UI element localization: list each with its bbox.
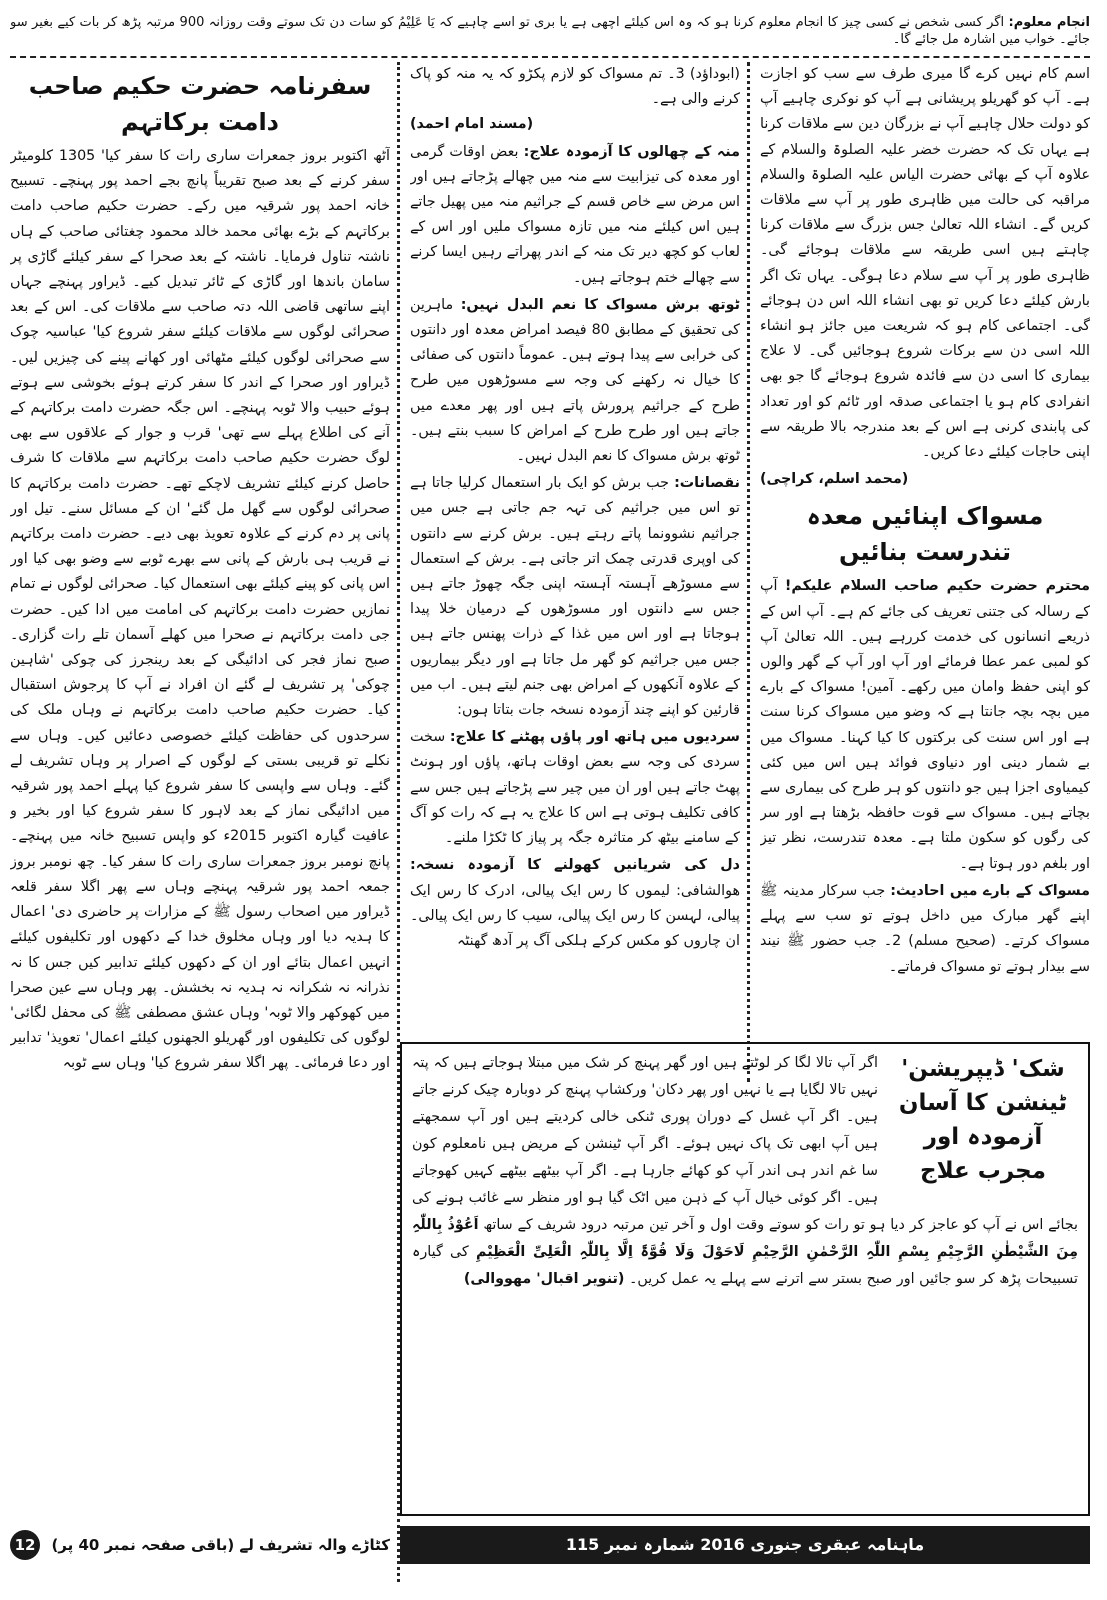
paragraph-text: ماہرین کی تحقیق کے مطابق 80 فیصد امراض معدہ اور دانتوں کی خرابی سے پیدا ہوتے ہیں۔ عموماً دانتوں کی صفائی کا خیال نہ رکھنے کی وجہ سے مسوڑھوں میں طرح طرح کے جراثیم پرورش پاتے ہیں اور پھر معدے میں جاتے ہیں اور طرح طرح کے امراض کا سبب بنتے ہیں۔ ٹوتھ برش مسواک کا نعم البدل نہیں۔ xyxy=(410,296,740,465)
paragraph-text: اگر آپ تالا لگا کر لوٹتے ہیں اور گھر پہنچ کر شک میں مبتلا ہوجاتے ہیں کہ پتہ نہیں تالا لگایا ہے یا نہیں اور پھر دکان' ورکشاپ پہنچ کر دوبارہ چیک کرنے جاتے ہیں۔ اگر آپ غسل کے دوران پوری ٹنکی خالی کردیتے ہیں اور آپ سمجھتے ہیں آپ ابھی تک پاک نہیں ہوئے۔ اگر آپ ٹینشن کے مریض ہیں نامعلوم کون سا غم اندر ہی اندر آپ کو کھائے جارہا ہے۔ اگر آپ بیٹھے بیٹھے کہیں کھوجاتے ہیں۔ اگر کوئی خیال آپ کے ذہن میں اٹک گیا ہو اور منظر سے غائب ہونے کی بجائے اس نے آپ کو عاجز کر دیا ہو تو رات کو سوتے وقت اول و آخر تین مرتبہ درود شریف کے ساتھ xyxy=(412,1055,1079,1233)
column-middle xyxy=(410,62,740,1092)
page-footer xyxy=(10,1526,390,1564)
paragraph xyxy=(410,62,740,138)
paragraph-text: ھوالشافی: لیموں کا رس ایک پیالی، ادرک کا رس ایک پیالی، لہسن کا رس ایک پیالی، سیب کا رس ایک پیالی۔ ان چاروں کو مکس کرکے ہلکی آگ پر آدھ گھنٹہ xyxy=(410,882,740,949)
top-note-label: انجام معلوم: xyxy=(1008,15,1090,30)
subheading: ٹوتھ برش مسواک کا نعم البدل نہیں: xyxy=(460,296,740,313)
paragraph-text: جب برش کو ایک بار استعمال کرلیا جاتا ہے تو اس میں جراثیم کی تہہ جم جاتی ہے جس میں جراثیم نشوونما پاتے رہتے ہیں۔ برش کرنے سے دانتوں کی اوپری قدرتی چمک اتر جاتی ہے۔ برش کے استعمال سے مسوڑھے آہستہ آہستہ اپنی جگہ چھوڑ جاتے ہیں جس سے دانتوں اور مسوڑھوں کے درمیان خلا پیدا ہوجاتا ہے اور اس میں غذا کے ذرات پھنس جاتے ہیں جس میں جراثیم کو گھر مل جاتا ہے اور دیگر بیماریوں کے علاوہ آنکھوں کے امراض بھی جنم لیتے ہیں۔ اب میں قارئین کو اپنے چند آزمودہ نسخہ جات بتاتا ہوں: xyxy=(410,475,740,719)
paragraph: آٹھ اکتوبر بروز جمعرات ساری رات کا سفر کیا' 1305 کلومیٹر سفر کرنے کے بعد صبح تقریباً پانچ بجے احمد پور پہنچے۔ تسبیح خانہ احمد پور شرقیہ میں رکے۔ حضرت حکیم صاحب دامت برکاتہم کے بڑے بھائی محمد خالد محمود چغتائی صاحب کے ہاں ناشتہ تناول فرمایا۔ ناشتہ کے بعد صحرا کے سفر کیلئے گاڑی پر سامان باندھا اور گاڑی کے ٹائر تبدیل کیے۔ ڈیراور پہنچے جہاں اپنے ساتھی قاضی اللہ دتہ صاحب سے ملاقات کی۔ اس کے بعد صحرائی لوگوں سے ملاقات کیلئے سفر شروع کیا' عباسیہ چوک سے صحرائی لوگوں کیلئے مٹھائی اور کھانے پینے کی چیزیں لیں۔ ڈیراور اور صحرا کے اندر کا سفر کرتے ہوئے بخوشی سے ہوتے ہوئے حبیب والا ٹوبہ پہنچے۔ اس جگہ حضرت دامت برکاتہم کے آنے کی اطلاع پہلے سے تھی' قرب و جوار کے علاقوں سے بھی لوگ حضرت حکیم صاحب دامت برکاتہم سے ملاقات کا شرف حاصل کرنے کیلئے تشریف لاچکے تھے۔ حضرت دامت برکاتہم کا صحرائی لوگوں سے گھل مل گئے' ان کے مسائل سنے۔ تیل اور پانی پر دم کرنے کے علاوہ تعویذ بھی دیے۔ حضرت دامت برکاتہم نے قریب ہی بارش کے پانی سے بھرے ٹوبے سے وضو بھی کیا اور اس پانی کو پینے کیلئے بھی استعمال کیا۔ صحرائی لوگوں نے تمام نمازیں حضرت دامت برکاتہم کی امامت میں ادا کیں۔ حضرت جی دامت برکاتہم نے صحرا میں کھلے آسمان تلے رات گزاری۔ صبح نماز فجر کی ادائیگی کے بعد رینجرز کی چوکی 'شاہین چوکی' پر تشریف لے گئے ان افراد نے آپ کا پرجوش استقبال کیا۔ حضرت حکیم صاحب دامت برکاتہم نے وہاں ملک کی سرحدوں کی حفاظت کیلئے خصوصی دعائیں کیں۔ وہاں سے نکلے تو قریبی بستی کے لوگوں کے اصرار پر وہاں تشریف لے گئے۔ وہاں سے واپسی کا سفر شروع کیا پہلے احمد پور شرقیہ میں ادائیگی نماز کے بعد لاہور کا سفر شروع کیا اور بخیر و عافیت گیارہ اکتوبر 2015ء کو واپس تسبیح خانہ میں پہنچے۔ پانچ نومبر بروز جمعرات ساری رات کا سفر کیا۔ چھ نومبر بروز جمعہ احمد پور شرقیہ پہنچے وہاں سے پھر اگلا سفر قلعہ ڈیراور میں اصحاب رسول ﷺ کے مزارات پر حاضری دی' اعمال کا ہدیہ دیا اور وہاں مخلوق خدا کے دکھوں اور تکلیفوں کیلئے انہیں اعمال بتائے اور ان کے دکھوں کیلئے تدابیر کیں جس کا نہ نذرانہ نہ شکرانہ نہ ہدیہ نہ بخشش۔ پھر وہاں سے عین صحرا میں کھوکھر والا ٹوبہ' وہاں عشق مصطفی ﷺ کی محفل لگائی' لوگوں کی تکلیفوں اور گھریلو الجھنوں کیلئے اعمال' تعویذ' تدابیر اور دعا فرمائی۔ پھر اگلا سفر شروع کیا' وہاں سے ٹوبہ xyxy=(10,148,390,1072)
column-right xyxy=(760,62,1090,1072)
paragraph-text: آپ کے رسالہ کی جتنی تعریف کی جائے کم ہے۔ آپ اس کے ذریعے انسانوں کی خدمت کررہے ہیں۔ اللہ تعالیٰ آپ کو لمبی عمر عطا فرمائے اور آپ اور آپ کے گھر والوں کو اپنی حفظ وامان میں رکھے۔ آمین! مسواک کے بارے میں بچہ بچہ جانتا ہے کہ وضو میں مسواک کرنا سنت ہے اور اس سنت کی برکتوں کا کیا کہنا۔ مسواک میں بے شمار دینی اور دنیاوی فوائد ہیں اس میں کئی کیمیاوی اجزا ہیں جو دانتوں کو ہر طرح کی بیماری سے بچاتے ہیں۔ مسواک سے قوت حافظہ بڑھتا ہے اور سر کی رگوں کو سکون ملتا ہے۔ معدہ تندرست، نظر تیز اور بلغم دور ہوتا ہے۔ xyxy=(760,578,1090,872)
reference: (مسند امام احمد) xyxy=(410,116,534,133)
signature: (محمد اسلم، کراچی) xyxy=(760,471,909,488)
paragraph xyxy=(410,471,740,723)
subheading: مسواک کے بارے میں احادیث: xyxy=(890,882,1090,899)
paragraph xyxy=(410,853,740,954)
subheading: سردیوں میں ہاتھ اور پاؤں پھٹنے کا علاج: xyxy=(449,729,740,746)
paragraph xyxy=(410,725,740,851)
subheading: دل کی شریانیں کھولنے کا آزمودہ نسخہ: xyxy=(410,857,740,874)
column-left xyxy=(10,62,390,1562)
paragraph-text: جب سرکار مدینہ ﷺ اپنے گھر مبارک میں داخل ہوتے تو سب سے پہلے مسواک کرتے۔ (صحیح مسلم) 2۔ جب حضور ﷺ نیند سے بیدار ہوتے تو مسواک فرماتے۔ xyxy=(760,882,1090,975)
paragraph-text: سخت سردی کی وجہ سے بعض اوقات ہاتھ، پاؤں اور ہونٹ پھٹ جاتے ہیں اور ان میں چیر سے پڑجاتے ہیں جس سے کافی تکلیف ہوتی ہے اس کا علاج یہ ہے کہ رات کو آگ کے سامنے بیٹھ کر متاثرہ جگہ پر پیاز کا ٹکڑا ملنے۔ xyxy=(410,729,740,847)
boxed-article xyxy=(400,1042,1090,1516)
magazine-footer: ماہنامہ عبقری جنوری 2016 شمارہ نمبر 115 xyxy=(400,1526,1090,1564)
continued-note: کٹاڑے والہ تشریف لے (باقی صفحہ نمبر 40 پر) xyxy=(51,1536,390,1554)
page-number: 12 xyxy=(10,1530,40,1560)
paragraph xyxy=(760,879,1090,980)
column-separator xyxy=(747,62,750,1082)
article-heading: مسواک اپنائیں معدہ تندرست بنائیں xyxy=(806,502,1044,567)
signature: (تنویر اقبال' مهووالی) xyxy=(463,1271,625,1287)
subheading: نقصانات: xyxy=(674,475,740,492)
boxed-article-title: شک' ڈیپریشن' ٹینشن کا آسان آزمودہ اور مجرب علاج xyxy=(898,1056,1068,1184)
paragraph-text: (ابوداؤد) 3۔ تم مسواک کو لازم پکڑو کہ یہ منہ کو پاک کرنے والی ہے۔ xyxy=(410,66,740,108)
paragraph xyxy=(760,574,1090,876)
top-note-text: اگر کسی شخص نے کسی چیز کا انجام معلوم کرنا ہو کہ وہ اس کیلئے اچھی ہے یا بری تو اسے چاہیے کہ یَا عَلِیْمُ کو سات دن تک سوتے وقت روزانہ 900 مرتبہ پڑھ کر بات کیے بغیر سو جائے۔ خواب میں اشارہ مل جائے گا۔ xyxy=(10,15,1090,47)
arabic-verse: اَعُوْذُ بِاللّٰہِ مِنَ الشَّیْطٰنِ الرَّجِیْمِ بِسْمِ اللّٰہِ الرَّحْمٰنِ الرَّحِیْمِ لَاحَوْلَ وَلَا قُوَّۃَ اِلَّا بِاللّٰہِ الْعَلِیِّ الْعَظِیْمِ xyxy=(412,1217,1079,1260)
paragraph-text: کی گیارہ تسبیحات پڑھ کر سو جائیں اور صبح بستر سے اترنے سے پہلے یہ عمل کریں۔ xyxy=(412,1244,1078,1287)
article-heading: سفرنامہ حضرت حکیم صاحب دامت برکاتہم xyxy=(28,72,372,136)
paragraph xyxy=(410,140,740,291)
subheading: منہ کے چھالوں کا آزمودہ علاج: xyxy=(523,143,740,160)
magazine-page xyxy=(10,14,1090,1588)
paragraph xyxy=(410,293,740,469)
top-note xyxy=(10,14,1090,58)
paragraph-text: بعض اوقات گرمی اور معدہ کی تیزابیت سے منہ میں چھالے پڑجاتے ہیں اور اس مرض سے خاص قسم کے جراثیم منہ میں پھیل جاتے ہیں اس کیلئے منہ میں تازہ مسواک ملیں اور اس کے لعاب کو کچھ دیر تک منہ کے اندر پھراتے رہیں ایسا کرنے سے چھالے ختم ہوجاتے ہیں۔ xyxy=(410,143,740,286)
salutation: محترم حضرت حکیم صاحب السلام علیکم! xyxy=(784,578,1090,595)
paragraph: اسم کام نہیں کرے گا میری طرف سے سب کو اجازت ہے۔ آپ کو گھریلو پریشانی ہے آپ کو نوکری چاہیے آپ کو دولت حلال چاہیے آپ نے بزرگان دین سے ملاقات کرنا ہے یہاں تک کہ حضرت خضر علیہ الصلوۃ والسلام کے علاوہ آپ کے بھائی حضرت الیاس علیہ الصلوۃ والسلام مراقبہ کی حالت میں ظاہری طور پر آپ سے ملاقات کریں گے۔ انشاء اللہ تعالیٰ جس بزرگ سے ملاقات کرنا چاہتے ہیں اسی طریقہ سے ملاقات ہوجائے گی۔ ظاہری طور پر آپ سے سلام دعا ہوگی۔ یہاں تک اگر بارش کیلئے دعا کریں تو بھی انشاء اللہ اس دن ہوجائے گی۔ اجتماعی کام ہو کہ شریعت میں جائز ہو انشاء اللہ اسی دن سے برکات شروع ہوجائیں گی۔ لا علاج بیماری کا اسی دن سے فائدہ شروع ہوجائے گا جو بھی انفرادی کام ہو یا اجتماعی صدقہ اور ٹائم کو اور تعداد کی پابندی کرنی ہے اس کے بعد مندرجہ بالا طریقہ سے اپنی حاجات کیلئے دعا کریں۔ xyxy=(760,66,1090,461)
